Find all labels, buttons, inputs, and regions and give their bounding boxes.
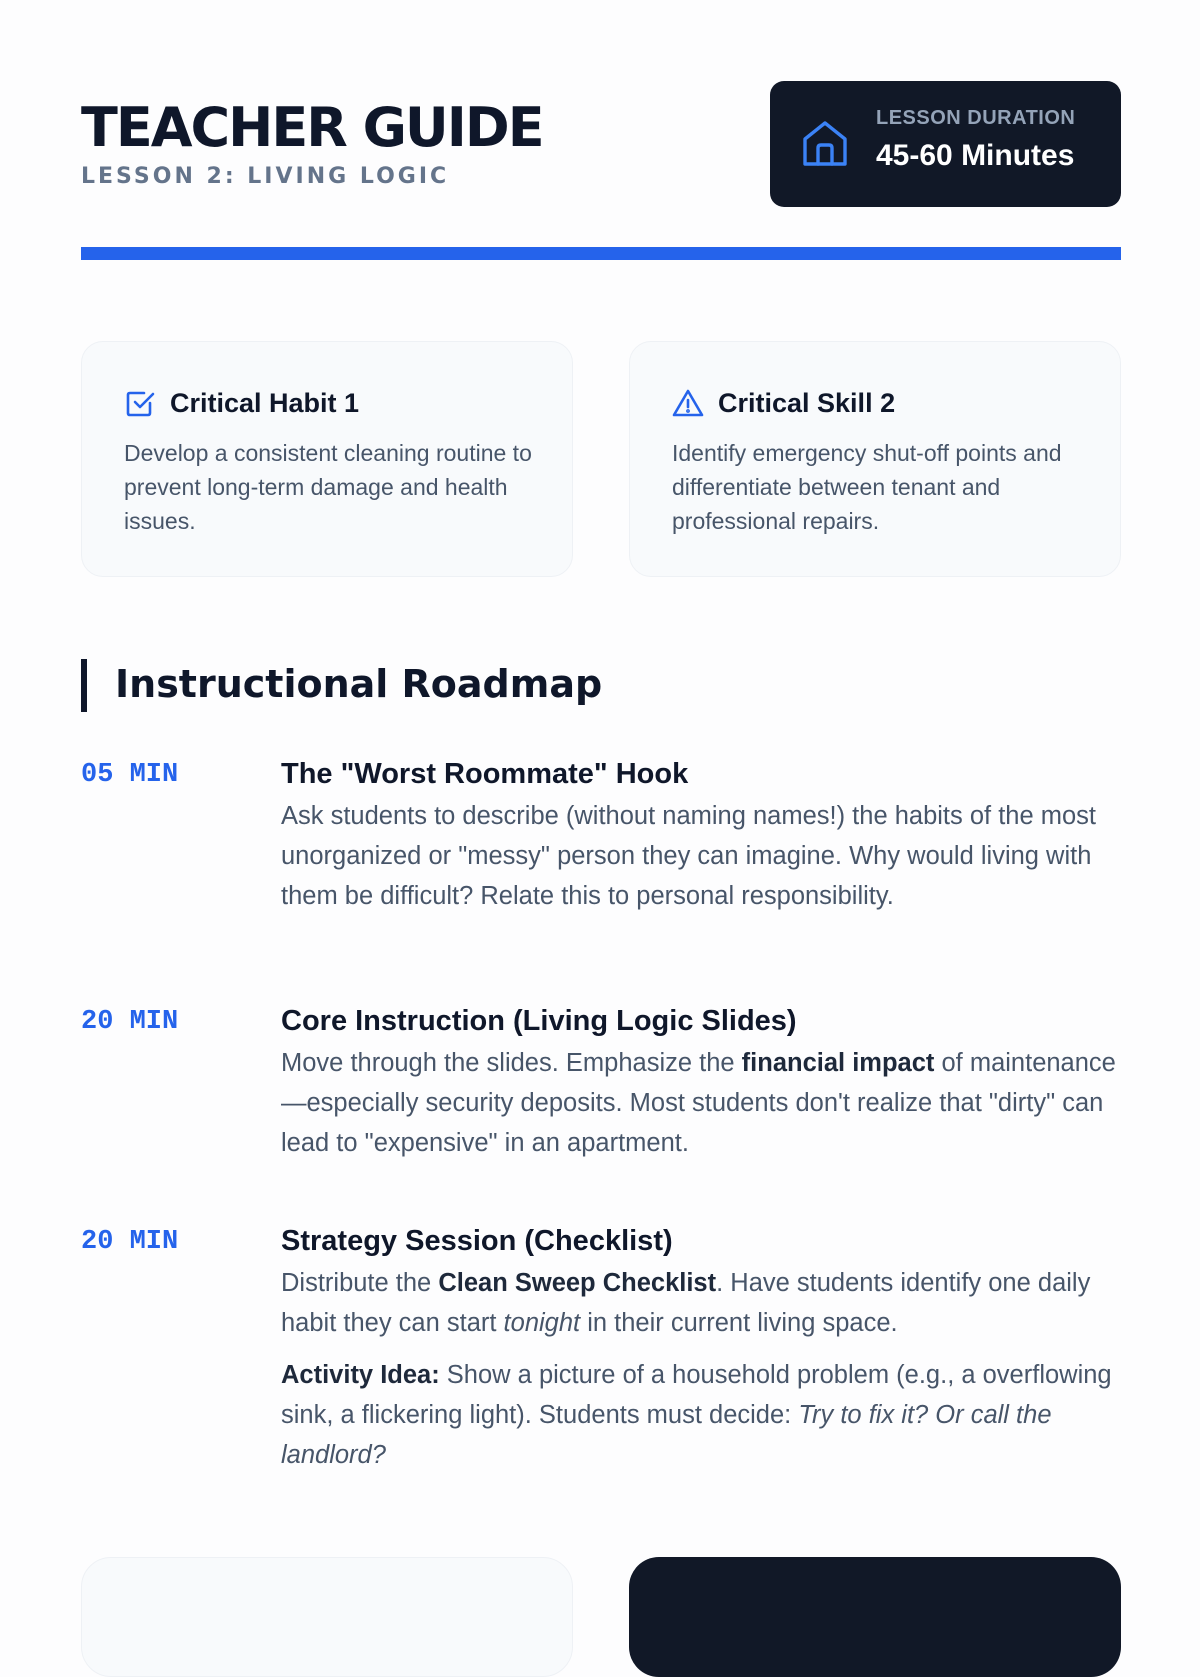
step-duration: 05 MIN — [81, 760, 179, 790]
step-description — [281, 1043, 1121, 1163]
objectives-cards — [81, 341, 1121, 577]
card-title: Critical Skill 2 — [718, 388, 896, 418]
header — [81, 0, 1121, 262]
italic-text: tonight — [503, 1309, 581, 1337]
critical-habit-card — [81, 341, 573, 577]
checkbox-icon — [124, 387, 156, 419]
section-title: Instructional Roadmap — [115, 662, 603, 706]
step-title: The "Worst Roommate" Hook — [281, 758, 689, 790]
home-icon — [798, 117, 852, 171]
header-divider — [81, 247, 1121, 260]
text-segment: Show a picture of a household problem (e.g., a overflowing sink, a flickering light). Students must decide: — [281, 1361, 1112, 1429]
step-description — [281, 1263, 1121, 1343]
page-title: TEACHER GUIDE — [81, 96, 543, 159]
text-segment: in their current living space. — [580, 1309, 898, 1337]
duration-label: LESSON DURATION — [876, 107, 1076, 129]
text-segment: Distribute the — [281, 1269, 439, 1297]
page-subtitle: LESSON 2: LIVING LOGIC — [81, 164, 450, 189]
text-segment: of maintenance—especially security deposits. Most students don't realize that "dirty" can lead to "expensive" in an apartment. — [281, 1049, 1116, 1157]
step-body — [281, 754, 1121, 916]
card-description: Identify emergency shut-off points and differentiate between tenant and professional repairs. — [672, 440, 1062, 534]
heading-accent-bar — [81, 659, 87, 712]
critical-skill-card — [629, 341, 1121, 577]
duration-value: 45-60 Minutes — [876, 139, 1075, 172]
step-duration: 20 MIN — [81, 1227, 179, 1257]
step-body — [281, 1221, 1121, 1475]
text-segment: . Have students identify one daily habit they can start — [281, 1269, 1091, 1337]
activity-idea — [281, 1355, 1121, 1475]
step-title: Strategy Session (Checklist) — [281, 1225, 673, 1257]
text-segment: Move through the slides. Emphasize the — [281, 1049, 742, 1077]
card-description: Develop a consistent cleaning routine to prevent long-term damage and health issues. — [124, 440, 532, 534]
card-title: Critical Habit 1 — [170, 388, 360, 418]
bottom-card-dark — [629, 1557, 1121, 1677]
step-body — [281, 1001, 1121, 1163]
step-description: Ask students to describe (without naming names!) the habits of the most unorganized or "messy" person they can imagine. Why would living with them be difficult? Relate this to personal responsibility. — [281, 802, 1096, 910]
lesson-duration-panel — [770, 81, 1121, 207]
emphasis-text: Clean Sweep Checklist — [438, 1269, 717, 1297]
italic-text: Try to fix it? Or call the landlord? — [281, 1401, 1052, 1469]
teacher-guide-page — [81, 0, 1121, 1469]
warning-icon — [672, 387, 704, 419]
emphasis-text: financial impact — [741, 1049, 935, 1077]
step-title: Core Instruction (Living Logic Slides) — [281, 1005, 797, 1037]
step-duration: 20 MIN — [81, 1007, 179, 1037]
activity-label: Activity Idea: — [281, 1361, 440, 1389]
bottom-card-light — [81, 1557, 573, 1677]
